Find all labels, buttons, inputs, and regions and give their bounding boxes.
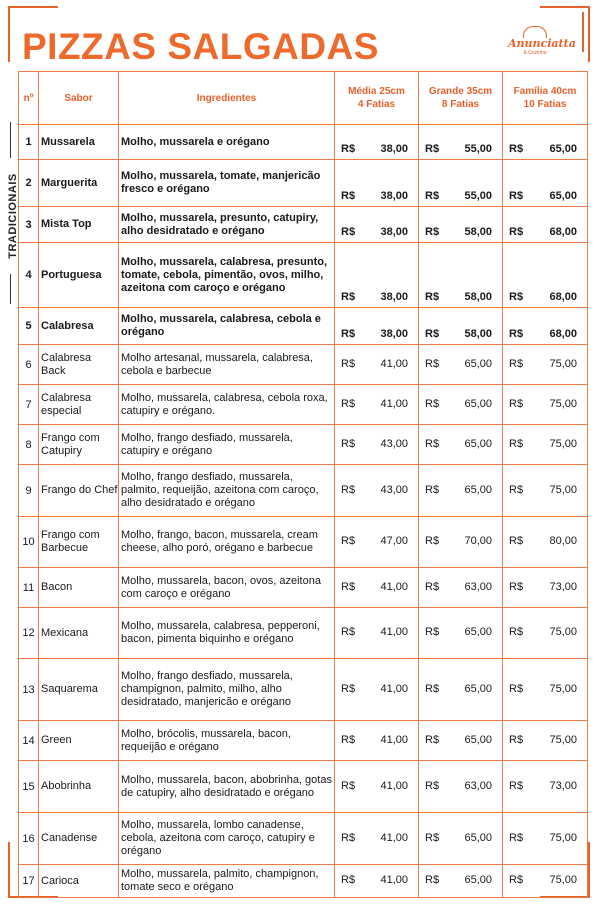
price-grande	[419, 125, 503, 160]
currency-symbol: R$	[425, 874, 440, 886]
table-row	[19, 345, 588, 385]
price-grande	[419, 865, 503, 898]
row-number: 1	[19, 125, 39, 160]
row-number: 4	[19, 243, 39, 308]
ingredients-text: Molho, frango desfiado, mussarela, palmito, requeijão, azeitona com caroço, alho desidratado e orégano	[119, 465, 335, 517]
price-value: 65,00	[464, 874, 492, 886]
side-line-bottom	[10, 274, 11, 304]
currency-symbol: R$	[341, 580, 356, 593]
category-label-tradicionais: TRADICIONAIS	[7, 173, 19, 259]
price-value: 43,00	[380, 437, 408, 450]
price-grande	[419, 608, 503, 659]
currency-symbol: R$	[425, 437, 440, 450]
price-value: 58,00	[464, 328, 492, 340]
price-value: 65,00	[464, 437, 492, 450]
currency-symbol: R$	[425, 328, 440, 340]
price-media	[335, 385, 419, 425]
price-value: 38,00	[380, 226, 408, 238]
currency-symbol: R$	[425, 626, 440, 638]
currency-symbol: R$	[425, 143, 440, 155]
currency-symbol: R$	[425, 483, 440, 496]
price-familia	[503, 813, 588, 865]
row-number: 11	[19, 568, 39, 608]
currency-symbol: R$	[509, 190, 524, 202]
ingredients-text: Molho, mussarela, calabresa, cebola roxa, catupiry e orégano.	[119, 385, 335, 425]
menu-rows	[19, 125, 588, 898]
ingredients-text: Molho, mussarela, calabresa, presunto, tomate, cebola, pimentão, ovos, milho, azeitona com caroço e orégano	[119, 243, 335, 308]
ingredients-text: Molho, mussarela, lombo canadense, cebola, azeitona com caroço, catupiry e orégano	[119, 813, 335, 865]
flavor-name: Mussarela	[39, 125, 119, 160]
price-media	[335, 345, 419, 385]
price-familia	[503, 207, 588, 243]
price-value: 80,00	[549, 535, 577, 547]
currency-symbol: R$	[341, 733, 356, 746]
flavor-name: Mexicana	[39, 608, 119, 659]
price-grande	[419, 568, 503, 608]
price-familia	[503, 568, 588, 608]
price-value: 68,00	[549, 226, 577, 238]
price-familia	[503, 385, 588, 425]
price-value: 41,00	[380, 733, 408, 746]
currency-symbol: R$	[425, 397, 440, 410]
currency-symbol: R$	[341, 437, 356, 450]
ingredients-text: Molho, frango, bacon, mussarela, cream cheese, alho poró, orégano e barbecue	[119, 517, 335, 568]
price-value: 65,00	[464, 831, 492, 844]
currency-symbol: R$	[509, 779, 524, 792]
flavor-name: Saquarema	[39, 659, 119, 721]
price-familia	[503, 721, 588, 761]
price-grande	[419, 761, 503, 813]
flavor-name: Marguerita	[39, 160, 119, 207]
price-value: 41,00	[380, 779, 408, 792]
ingredients-text: Molho, mussarela e orégano	[119, 125, 335, 160]
currency-symbol: R$	[341, 682, 356, 695]
table-row	[19, 608, 588, 659]
currency-symbol: R$	[341, 328, 356, 340]
price-value: 41,00	[380, 874, 408, 886]
price-value: 55,00	[464, 190, 492, 202]
price-media	[335, 721, 419, 761]
table-row	[19, 517, 588, 568]
flavor-name: Frango com Catupiry	[39, 425, 119, 465]
price-media	[335, 517, 419, 568]
table-row	[19, 568, 588, 608]
price-value: 41,00	[380, 831, 408, 844]
brand-logo	[508, 26, 576, 62]
page-title: PIZZAS SALGADAS	[22, 26, 379, 67]
currency-symbol: R$	[509, 291, 524, 303]
price-value: 38,00	[380, 190, 408, 202]
flavor-name: Calabresa Back	[39, 345, 119, 385]
price-grande	[419, 345, 503, 385]
price-media	[335, 243, 419, 308]
currency-symbol: R$	[425, 580, 440, 593]
price-familia	[503, 761, 588, 813]
flavor-name: Calabresa	[39, 308, 119, 345]
header-family-size	[503, 72, 588, 125]
row-number: 9	[19, 465, 39, 517]
ingredients-text: Molho, mussarela, presunto, catupiry, alho desidratado e orégano	[119, 207, 335, 243]
flavor-name: Calabresa especial	[39, 385, 119, 425]
table-row	[19, 125, 588, 160]
price-value: 65,00	[464, 483, 492, 496]
price-media	[335, 465, 419, 517]
price-media	[335, 308, 419, 345]
ingredients-text: Molho, mussarela, bacon, abobrinha, gotas de catupiry, alho desidratado e orégano	[119, 761, 335, 813]
corner-frame-top-left-v	[8, 6, 10, 62]
price-value: 75,00	[549, 437, 577, 450]
row-number: 16	[19, 813, 39, 865]
currency-symbol: R$	[425, 682, 440, 695]
price-value: 58,00	[464, 226, 492, 238]
price-media	[335, 813, 419, 865]
currency-symbol: R$	[509, 682, 524, 695]
price-value: 63,00	[464, 779, 492, 792]
price-familia	[503, 865, 588, 898]
flavor-name: Portuguesa	[39, 243, 119, 308]
price-value: 75,00	[549, 682, 577, 695]
price-value: 65,00	[549, 190, 577, 202]
row-number: 7	[19, 385, 39, 425]
currency-symbol: R$	[509, 357, 524, 370]
table-row	[19, 761, 588, 813]
corner-frame-bottom-right-v	[588, 842, 590, 898]
price-value: 70,00	[464, 535, 492, 547]
currency-symbol: R$	[509, 328, 524, 340]
currency-symbol: R$	[341, 535, 356, 547]
price-familia	[503, 160, 588, 207]
currency-symbol: R$	[425, 357, 440, 370]
ingredients-text: Molho, mussarela, calabresa, cebola e orégano	[119, 308, 335, 345]
currency-symbol: R$	[341, 143, 356, 155]
row-number: 17	[19, 865, 39, 898]
price-media	[335, 659, 419, 721]
price-familia	[503, 659, 588, 721]
flavor-name: Carioca	[39, 865, 119, 898]
price-value: 75,00	[549, 397, 577, 410]
price-value: 75,00	[549, 626, 577, 638]
price-media	[335, 761, 419, 813]
table-row	[19, 385, 588, 425]
price-value: 38,00	[380, 328, 408, 340]
price-familia	[503, 125, 588, 160]
currency-symbol: R$	[425, 190, 440, 202]
price-value: 41,00	[380, 580, 408, 593]
corner-frame-top-right-h	[540, 6, 590, 8]
table-row	[19, 207, 588, 243]
price-value: 75,00	[549, 831, 577, 844]
currency-symbol: R$	[425, 733, 440, 746]
price-value: 65,00	[464, 682, 492, 695]
price-value: 75,00	[549, 874, 577, 886]
header-flavor: Sabor	[39, 72, 119, 125]
price-familia	[503, 425, 588, 465]
header-number: nº	[19, 72, 39, 125]
price-value: 65,00	[549, 143, 577, 155]
row-number: 13	[19, 659, 39, 721]
currency-symbol: R$	[341, 226, 356, 238]
row-number: 14	[19, 721, 39, 761]
price-value: 38,00	[380, 143, 408, 155]
price-grande	[419, 160, 503, 207]
price-grande	[419, 425, 503, 465]
row-number: 6	[19, 345, 39, 385]
price-value: 73,00	[549, 580, 577, 593]
price-value: 75,00	[549, 733, 577, 746]
table-row	[19, 865, 588, 898]
price-value: 58,00	[464, 291, 492, 303]
ingredients-text: Molho, frango desfiado, mussarela, catupiry e orégano	[119, 425, 335, 465]
price-value: 65,00	[464, 397, 492, 410]
currency-symbol: R$	[509, 535, 524, 547]
price-grande	[419, 243, 503, 308]
currency-symbol: R$	[341, 483, 356, 496]
header-large-size-line1: Grande 35cm	[428, 86, 493, 97]
table-row	[19, 813, 588, 865]
price-value: 75,00	[549, 483, 577, 496]
flavor-name: Frango com Barbecue	[39, 517, 119, 568]
price-value: 41,00	[380, 397, 408, 410]
row-number: 3	[19, 207, 39, 243]
header-medium-size	[335, 72, 419, 125]
pizza-menu-table	[18, 71, 588, 898]
currency-symbol: R$	[341, 626, 356, 638]
row-number: 2	[19, 160, 39, 207]
table-row	[19, 160, 588, 207]
corner-frame-top-left-h	[8, 6, 58, 8]
price-media	[335, 568, 419, 608]
price-media	[335, 207, 419, 243]
side-line-top	[10, 122, 11, 158]
currency-symbol: R$	[425, 831, 440, 844]
flavor-name: Frango do Chef	[39, 465, 119, 517]
row-number: 8	[19, 425, 39, 465]
currency-symbol: R$	[509, 226, 524, 238]
ingredients-text: Molho, brócolis, mussarela, bacon, requeijão e orégano	[119, 721, 335, 761]
price-value: 65,00	[464, 733, 492, 746]
header-large-size	[419, 72, 503, 125]
price-familia	[503, 308, 588, 345]
price-grande	[419, 721, 503, 761]
logo-tagline: & Cozinha	[523, 50, 547, 56]
price-familia	[503, 465, 588, 517]
header-medium-size-line2: 4 Fatias	[357, 99, 396, 110]
price-value: 68,00	[549, 328, 577, 340]
table-row	[19, 721, 588, 761]
price-grande	[419, 207, 503, 243]
price-value: 73,00	[549, 779, 577, 792]
ingredients-text: Molho, mussarela, calabresa, pepperoni, bacon, pimenta biquinho e orégano	[119, 608, 335, 659]
price-grande	[419, 308, 503, 345]
currency-symbol: R$	[341, 779, 356, 792]
price-value: 41,00	[380, 626, 408, 638]
header-medium-size-line1: Média 25cm	[348, 86, 405, 97]
price-value: 43,00	[380, 483, 408, 496]
table-row	[19, 659, 588, 721]
currency-symbol: R$	[509, 580, 524, 593]
price-media	[335, 160, 419, 207]
currency-symbol: R$	[509, 483, 524, 496]
row-number: 5	[19, 308, 39, 345]
price-media	[335, 425, 419, 465]
currency-symbol: R$	[509, 143, 524, 155]
flavor-name: Abobrinha	[39, 761, 119, 813]
price-value: 41,00	[380, 682, 408, 695]
corner-frame-bottom-left-v	[8, 842, 10, 898]
currency-symbol: R$	[509, 831, 524, 844]
table-row	[19, 425, 588, 465]
price-value: 68,00	[549, 291, 577, 303]
price-familia	[503, 517, 588, 568]
corner-frame-top-right-v2	[582, 12, 584, 52]
price-media	[335, 865, 419, 898]
currency-symbol: R$	[425, 291, 440, 303]
ingredients-text: Molho, frango desfiado, mussarela, champignon, palmito, milho, alho desidratado, manjericão e orégano	[119, 659, 335, 721]
price-value: 65,00	[464, 357, 492, 370]
price-familia	[503, 345, 588, 385]
currency-symbol: R$	[341, 291, 356, 303]
ingredients-text: Molho, mussarela, tomate, manjericão fresco e orégano	[119, 160, 335, 207]
row-number: 10	[19, 517, 39, 568]
table-header-row	[19, 72, 588, 125]
currency-symbol: R$	[509, 874, 524, 886]
currency-symbol: R$	[341, 190, 356, 202]
row-number: 12	[19, 608, 39, 659]
currency-symbol: R$	[425, 535, 440, 547]
header-large-size-line2: 8 Fatias	[441, 99, 480, 110]
price-value: 38,00	[380, 291, 408, 303]
ingredients-text: Molho, mussarela, palmito, champignon, tomate seco e orégano	[119, 865, 335, 898]
logo-name: Anunciatta	[508, 37, 576, 50]
table-row	[19, 465, 588, 517]
currency-symbol: R$	[509, 397, 524, 410]
price-value: 65,00	[464, 626, 492, 638]
ingredients-text: Molho, mussarela, bacon, ovos, azeitona com caroço e orégano	[119, 568, 335, 608]
currency-symbol: R$	[509, 733, 524, 746]
currency-symbol: R$	[425, 226, 440, 238]
price-value: 63,00	[464, 580, 492, 593]
flavor-name: Mista Top	[39, 207, 119, 243]
currency-symbol: R$	[341, 397, 356, 410]
currency-symbol: R$	[425, 779, 440, 792]
price-value: 47,00	[380, 535, 408, 547]
price-grande	[419, 465, 503, 517]
header-family-size-line1: Família 40cm	[513, 86, 577, 97]
row-number: 15	[19, 761, 39, 813]
price-value: 55,00	[464, 143, 492, 155]
price-grande	[419, 813, 503, 865]
price-grande	[419, 659, 503, 721]
flavor-name: Canadense	[39, 813, 119, 865]
price-value: 75,00	[549, 357, 577, 370]
header-family-size-line2: 10 Fatias	[523, 99, 567, 110]
table-row	[19, 243, 588, 308]
price-familia	[503, 243, 588, 308]
table-row	[19, 308, 588, 345]
price-value: 41,00	[380, 357, 408, 370]
corner-frame-top-right-v	[588, 6, 590, 62]
currency-symbol: R$	[341, 831, 356, 844]
price-media	[335, 125, 419, 160]
header-ingredients: Ingredientes	[119, 72, 335, 125]
price-grande	[419, 385, 503, 425]
price-familia	[503, 608, 588, 659]
currency-symbol: R$	[509, 626, 524, 638]
currency-symbol: R$	[509, 437, 524, 450]
flavor-name: Green	[39, 721, 119, 761]
price-media	[335, 608, 419, 659]
currency-symbol: R$	[341, 357, 356, 370]
currency-symbol: R$	[341, 874, 356, 886]
flavor-name: Bacon	[39, 568, 119, 608]
ingredients-text: Molho artesanal, mussarela, calabresa, cebola e barbecue	[119, 345, 335, 385]
price-grande	[419, 517, 503, 568]
